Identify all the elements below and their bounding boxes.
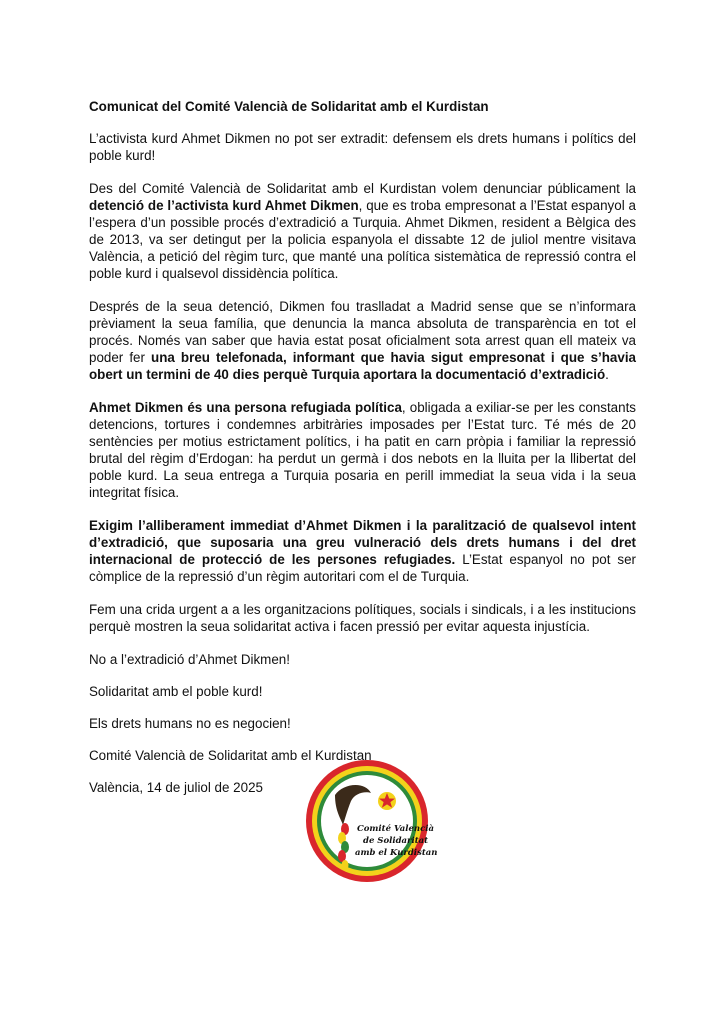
paragraph-2-bold: una breu telefonada, informant que havia sigut empresonat i que s’havia obert un termini de 40 dies perquè Turquia aportara la documentació d’extradició	[89, 350, 636, 382]
committee-logo	[305, 759, 438, 883]
slogan-2: Solidaritat amb el poble kurd!	[89, 684, 263, 699]
logo-text-line-2: de Solidaritat	[363, 836, 429, 846]
slogan-3: Els drets humans no es negocien!	[89, 716, 291, 731]
paragraph-4-text: L’Estat espanyol no pot ser còmplice de la repressió d’un règim autoritari com el de Turquia.	[89, 552, 637, 584]
document-title: Comunicat del Comité Valencià de Solidaritat amb el Kurdistan	[89, 99, 489, 114]
paragraph-3	[89, 399, 636, 501]
paragraph-1-bold: detenció de l’activista kurd Ahmet Dikmen	[89, 198, 359, 213]
committee-logo-svg	[305, 759, 438, 883]
slogan-1: No a l’extradició d’Ahmet Dikmen!	[89, 652, 290, 667]
paragraph-1-text-c: , que es troba empresonat a l’Estat espanyol a l’espera d’un possible procés d’extradició a Turquia. Ahmet Dikmen, resident a Bèlgica des de 2013, va ser detingut per la policia espanyola el dissabte 12 de juliol mentre visitava València, a petició del règim turc, que manté una política sistemàtica de repressió contra el poble kurd i qualsevol dissidència política.	[89, 198, 636, 281]
document-subtitle: L’activista kurd Ahmet Dikmen no pot ser extradit: defensem els drets humans i polítics del poble kurd!	[89, 131, 636, 163]
paragraph-4	[89, 517, 636, 585]
paragraph-2	[89, 298, 636, 383]
document-body	[89, 98, 636, 811]
paragraph-2-text-a: Després de la seua detenció, Dikmen fou traslladat a Madrid sense que se n’informara prèviament la seua família, que denuncia la manca absoluta de transparència en tot el procés. Només van saber que havia estat posat oficialment sota arrest quan ell mateix va poder fer	[89, 299, 636, 365]
logo-text-line-1: Comité Valencià	[357, 824, 435, 834]
paragraph-4-bold: Exigim l’alliberament immediat d’Ahmet Dikmen i la paralització de qualsevol intent d’extradició, que suposaria una greu vulneració dels drets humans i del dret internacional de protecció de les persones refugiades.	[89, 518, 636, 567]
signature: Comité Valencià de Solidaritat amb el Kurdistan	[89, 748, 372, 763]
paragraph-2-text-c: .	[605, 367, 609, 382]
paragraph-1	[89, 180, 636, 282]
paragraph-3-bold: Ahmet Dikmen és una persona refugiada política	[89, 400, 402, 415]
paragraph-5: Fem una crida urgent a a les organitzacions polítiques, socials i sindicals, i a les institucions perquè mostren la seua solidaritat activa i facen pressió per evitar aquesta injustícia.	[89, 602, 636, 634]
logo-text-line-3: amb el Kurdistan	[355, 848, 438, 858]
date-line: València, 14 de juliol de 2025	[89, 780, 263, 795]
paragraph-3-text: , obligada a exiliar-se per les constants detencions, tortures i condemnes arbitràries imposades per l’Estat turc. Té més de 20 sentències per motius estrictament polítics, i ha patit en carn pròpia i familiar la repressió brutal del règim d’Erdogan: ha perdut un germà i dos nebots en la lluita per la llibertat del poble kurd. La seua entrega a Turquia posaria en perill immediat la seua vida i la seua integritat física.	[89, 400, 636, 500]
paragraph-1-text-a: Des del Comité Valencià de Solidaritat amb el Kurdistan volem denunciar públicament la	[89, 181, 636, 196]
